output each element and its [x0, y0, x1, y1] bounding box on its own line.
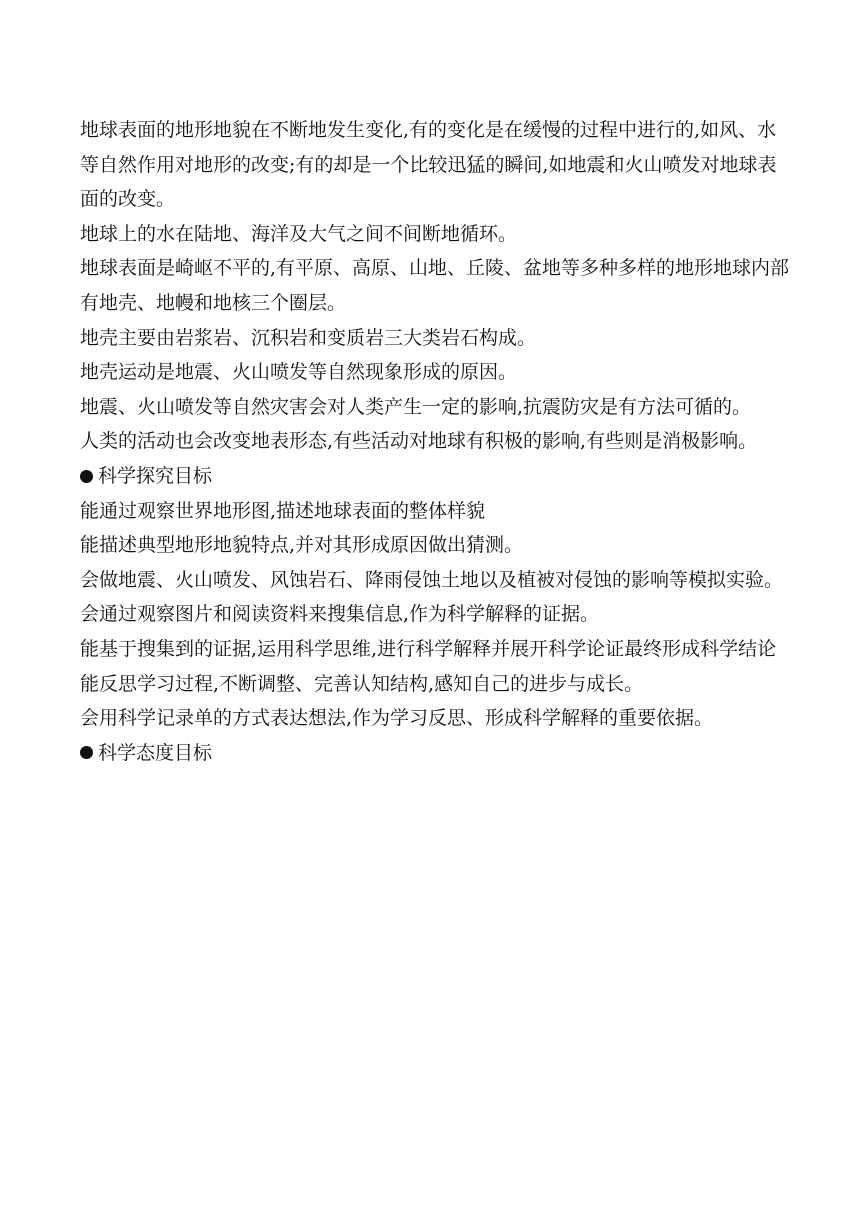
- paragraph-world-map: 能通过观察世界地形图,描述地球表面的整体样貌: [80, 499, 486, 522]
- paragraph-landform-types: 地球表面是崎岖不平的,有平原、高原、山地、丘陵、盆地等多种多样的地形地球内部有地壳、地幔和地核三个圈层。: [80, 257, 790, 314]
- paragraph-record-sheet: 会用科学记录单的方式表达想法,作为学习反思、形成科学解释的重要依据。: [80, 707, 714, 730]
- paragraph-simulation-experiments: 会做地震、火山喷发、风蚀岩石、降雨侵蚀土地以及植被对侵蚀的影响等模拟实验。: [80, 568, 784, 591]
- section-heading-attitude: [80, 736, 790, 771]
- document-page: [80, 113, 790, 770]
- paragraph-human-activity: 人类的活动也会改变地表形态,有些活动对地球有积极的影响,有些则是消极影响。: [80, 430, 758, 453]
- bullet-dot-icon: [80, 470, 93, 483]
- paragraph-landform-features: 能描述典型地形地貌特点,并对其形成原因做出猜测。: [80, 534, 524, 557]
- paragraph-disaster-prevention: 地震、火山喷发等自然灾害会对人类产生一定的影响,抗震防灾是有方法可循的。: [80, 395, 752, 418]
- section-heading-inquiry: [80, 459, 790, 494]
- paragraph-reflection: 能反思学习过程,不断调整、完善认知结构,感知自己的进步与成长。: [80, 672, 644, 695]
- section-heading-attitude-text: 科学态度目标: [98, 741, 213, 764]
- paragraph-landform-change: 地球表面的地形地貌在不断地发生变化,有的变化是在缓慢的过程中进行的,如风、水等自然作用对地形的改变;有的却是一个比较迅猛的瞬间,如地震和火山喷发对地球表面的改变。: [80, 119, 777, 211]
- paragraph-water-cycle: 地球上的水在陆地、海洋及大气之间不间断地循环。: [80, 222, 518, 245]
- paragraph-collect-info: 会通过观察图片和阅读资料来搜集信息,作为科学解释的证据。: [80, 603, 600, 626]
- bullet-dot-icon: [80, 746, 93, 759]
- section-heading-inquiry-text: 科学探究目标: [98, 464, 213, 487]
- paragraph-crust-movement: 地壳运动是地震、火山喷发等自然现象形成的原因。: [80, 361, 518, 384]
- paragraph-scientific-reasoning: 能基于搜集到的证据,运用科学思维,进行科学解释并展开科学论证最终形成科学结论: [80, 637, 777, 660]
- paragraph-rock-types: 地壳主要由岩浆岩、沉积岩和变质岩三大类岩石构成。: [80, 326, 537, 349]
